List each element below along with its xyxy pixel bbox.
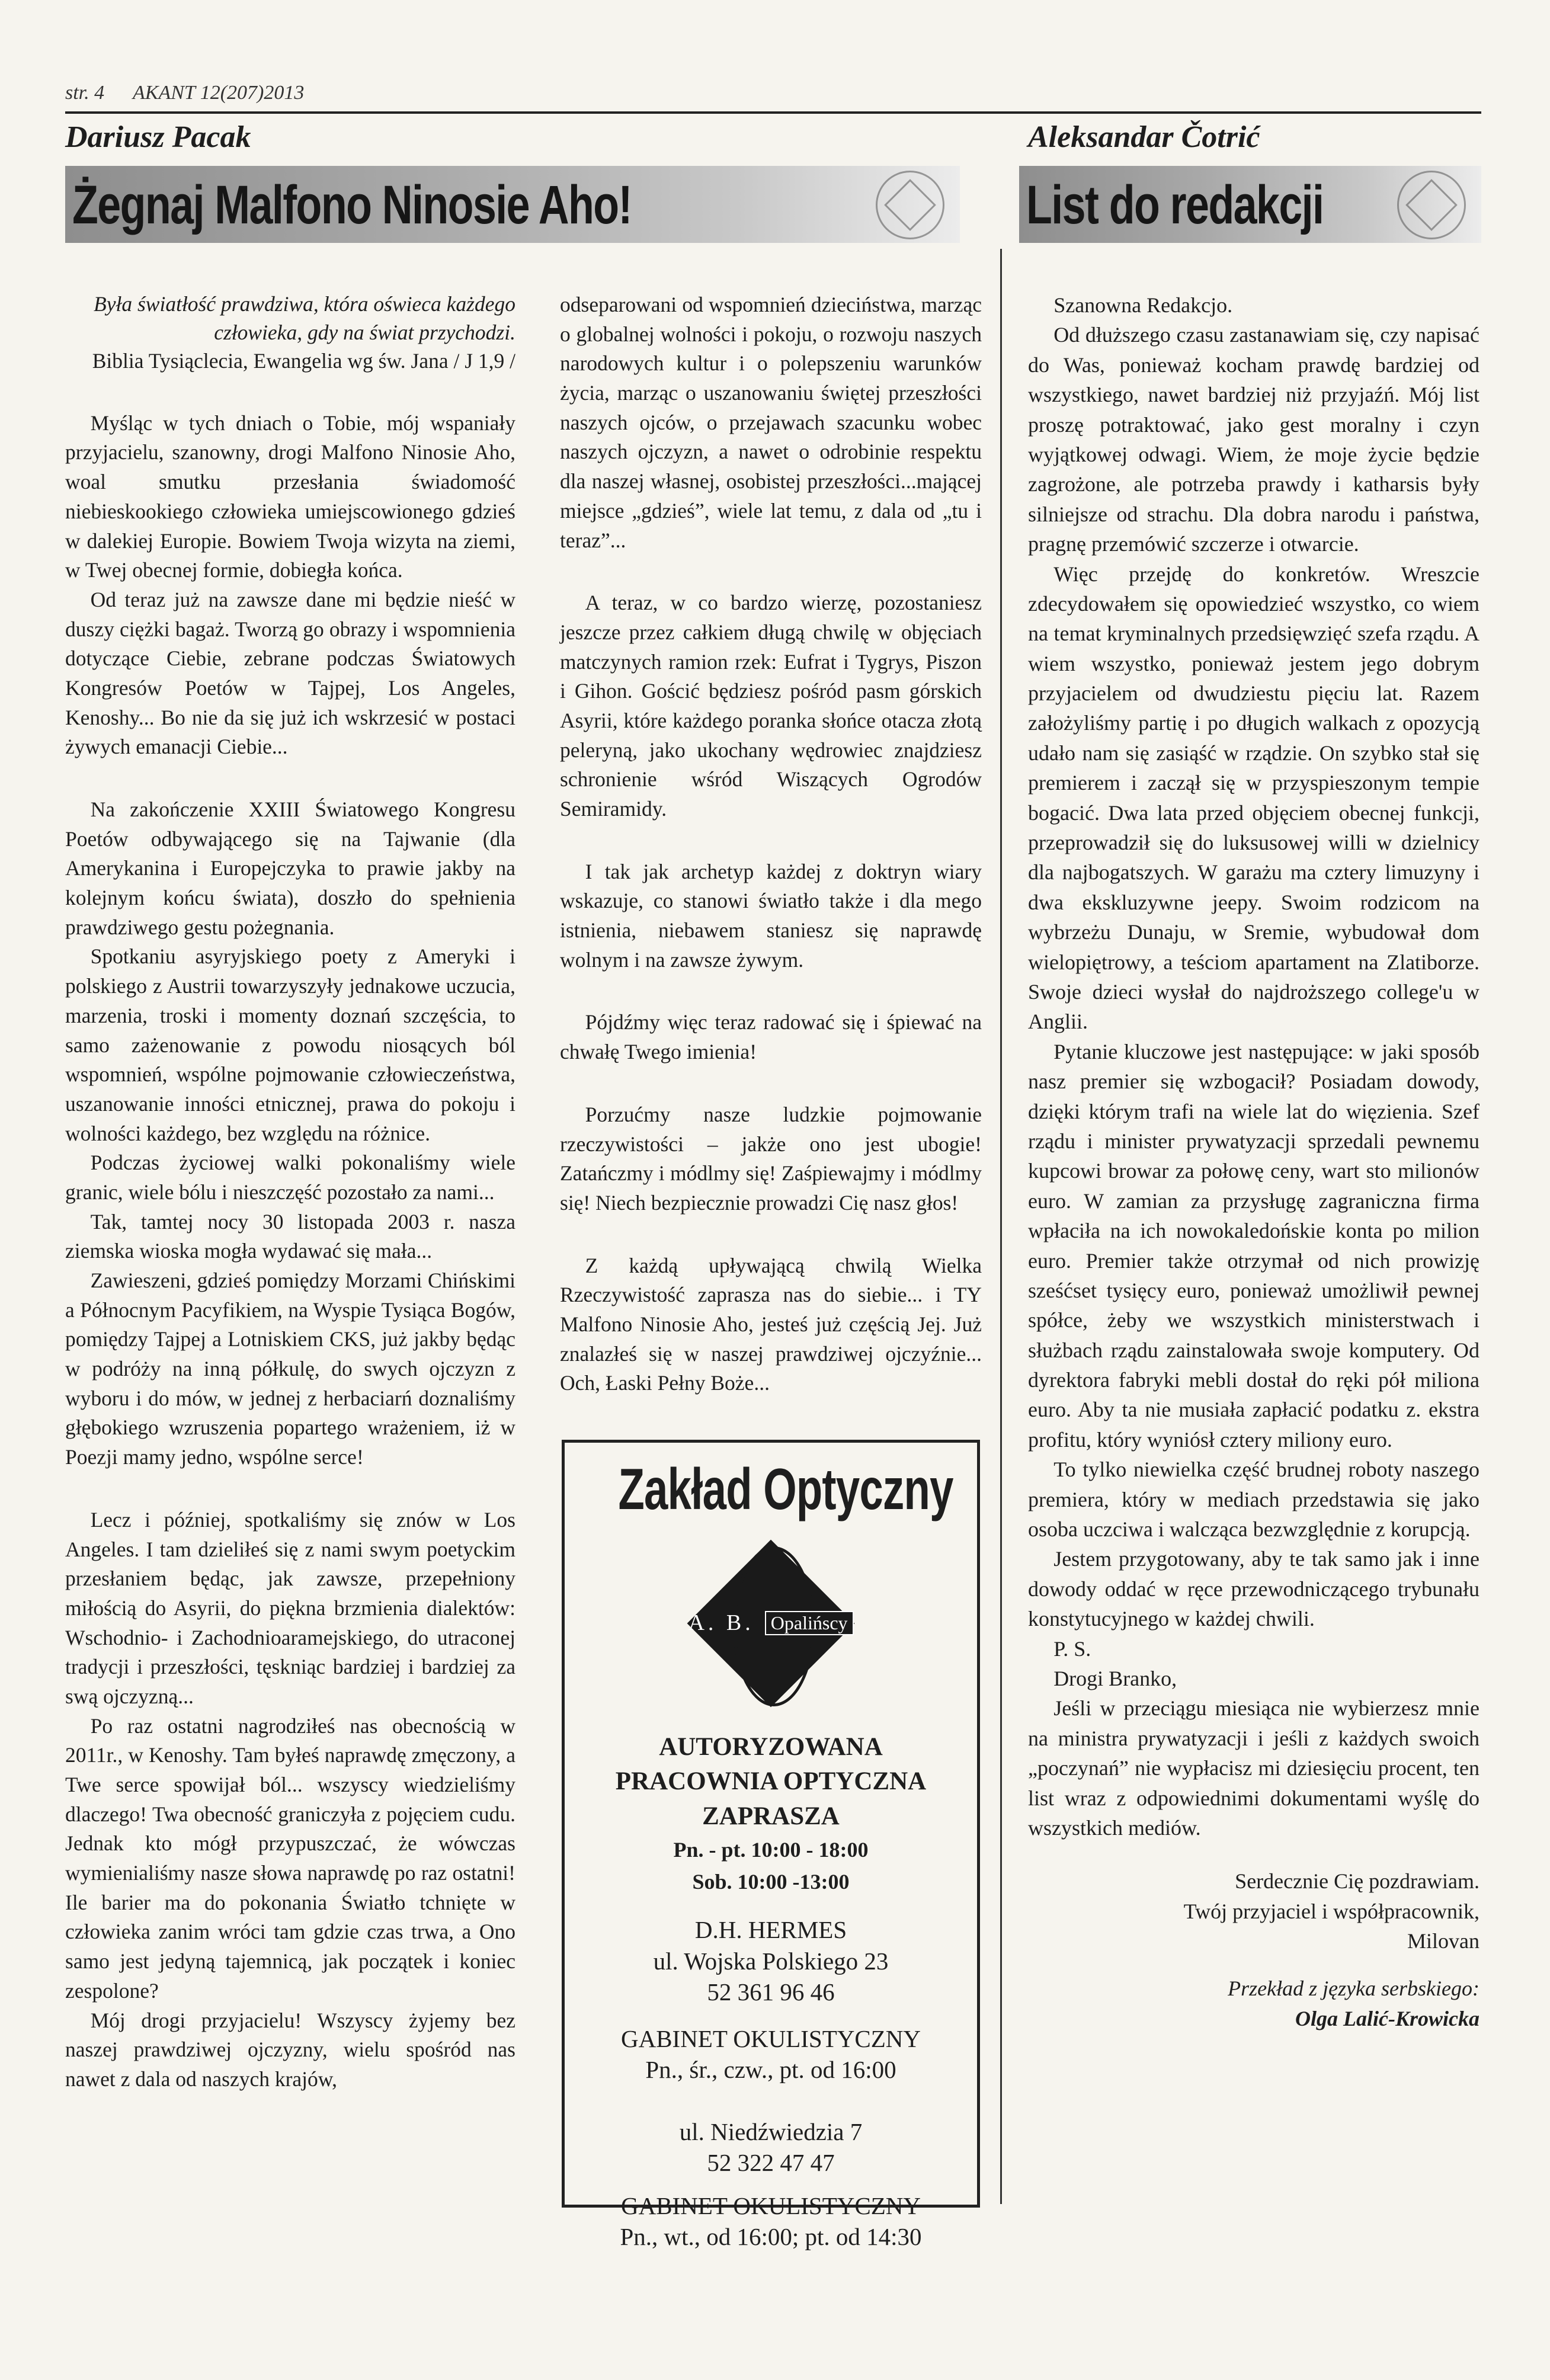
paragraph: Jeśli w przeciągu miesiąca nie wybierzesz mnie na ministra prywatyzacji i jeśli z każdych swoich „poczynań” nie wypłacisz mi dziesięciu procent, ten list wraz z odpowiednimi dokumentami wyślę do wszystkich mediów. [1028, 1696, 1479, 1840]
ad-line: ZAPRASZA [702, 1802, 840, 1830]
translation-credit [1028, 1974, 1479, 2033]
paragraph: Drogi Branko, [1053, 1666, 1177, 1690]
paragraph: Podczas życiowej walki pokonaliśmy wiele granic, wiele bólu i nieszczęść pozostało za nami... [65, 1151, 515, 1204]
left-column [65, 290, 515, 2094]
ad-line: GABINET OKULISTYCZNY [620, 2192, 921, 2219]
paragraph: Po raz ostatni nagrodziłeś nas obecnością w 2011r., w Kenoshy. Tam byłeś naprawdę zmęczony, a Twe serce spowijał ból... wszyscy wiedzieliśmy dlaczego! Twa obecność graniczyła z pojęciem cudu. Jednak kto mógł przypuszczać, że wówczas wymienialiśmy nasze słowa naprawdę po raz ostatni! Ile barier ma do pokonania Światło tchnięte w człowieka zanim wróci tam gdzie czas trwa, a Ono samo jest jedyną tajemnicą, jak początek i koniec zespolone? [65, 1713, 515, 2003]
left-article-title: Żegnaj Malfono Ninosie Aho! [72, 175, 632, 235]
closing-line: Serdecznie Cię pozdrawiam. [1235, 1869, 1479, 1894]
ad-line: Pn., śr., czw., pt. od 16:00 [645, 2056, 896, 2084]
logo-text [682, 1606, 860, 1640]
paragraph: Więc przejdę do konkretów. Wreszcie zdecydowałem się opowiedzieć wszystko, co wiem na temat kryminalnych przedsięwzięć szefa rządu. A wiem wszystko, ponieważ jestem jego dobrym przyjacielem od dwudziestu pięciu lat. Razem założyliśmy partię i po długich walkach z opozycją udało nam się zasiąść w rządzie. On szybko stał się premierem i zaczął się w przyspieszonym tempie bogacić. Dwa lata przed objęciem obecnej funkcji, przeprowadził się do luksusowej willi w dzielnicy dla najbogatszych. W garażu ma cztery limuzyny i dwa ekskluzywne jeepy. Swoim rodzicom na wybrzeżu Dunaju, w Sremie, wybudował dom wielopiętrowy, a teściom apartament na Zlatiborze. Swoje dzieci wysłał do najdroższego college'u w Anglii. [1028, 562, 1479, 1034]
motto-text: Była światłość prawdziwa, która oświeca każdego człowieka, gdy na świat przychodzi. [94, 292, 515, 344]
paragraph: I tak jak archetyp każdej z doktryn wiary wskazuje, co stanowi światło także i dla mego istnienia, niebawem staniesz się naprawdę wolnym i na zawsze żywym. [560, 859, 982, 972]
optician-advertisement [562, 1440, 980, 2251]
column-divider [1000, 249, 1002, 2204]
paragraph: P. S. [1053, 1636, 1091, 1661]
left-author: Dariusz Pacak [65, 120, 251, 154]
right-article-title: List do redakcji [1026, 175, 1324, 235]
paragraph: Na zakończenie XXIII Światowego Kongresu Poetów odbywającego się na Tajwanie (dla Amerykanina i Europejczyka to prawie jakby na kolejnym końcu świata), doszło do spełnienia prawdziwego gestu pożegnania. [65, 797, 515, 939]
ad-phone: 52 361 96 46 [707, 1978, 835, 2006]
ad-line: ul. Niedźwiedzia 7 [679, 2118, 863, 2145]
ad-title: Zakład Optyczny [618, 1456, 953, 1521]
motto [65, 290, 515, 376]
paragraph: Jestem przygotowany, aby te tak samo jak i inne dowody oddać w ręce przewodniczącego trybunału konstytucyjnego w każdej chwili. [1028, 1547, 1479, 1631]
ad-address-1 [565, 1914, 977, 2007]
paragraph: Porzućmy nasze ludzkie pojmowanie rzeczywistości – jakże ono jest ubogie! Zatańczmy i módlmy się! Zaśpiewajmy i módlmy się! Niech bezpiecznie prowadzi Cię nasz głos! [560, 1102, 982, 1215]
ad-line: AUTORYZOWANA [659, 1733, 883, 1761]
ad-line: ul. Wojska Polskiego 23 [653, 1947, 889, 1975]
ad-headline [565, 1730, 977, 1834]
ad-phone: 52 322 47 47 [707, 2149, 835, 2177]
translator-name: Olga Lalić-Krowicka [1295, 2006, 1479, 2030]
header-rule [65, 111, 1481, 114]
left-title-banner [65, 166, 960, 243]
ad-line: Pn., wt., od 16:00; pt. od 14:30 [620, 2223, 922, 2251]
ad-line: D.H. HERMES [694, 1916, 847, 1944]
paragraph: Myśląc w tych dniach o Tobie, mój wspaniały przyjacielu, szanowny, drogi Malfono Ninosie Aho, woal smutku przesłania świadomość niebieskookiego człowieka umiejscowionego gdzieś w dalekiej Europie. Bowiem Twoja wizyta na ziemi, w Twej obecnej formie, dobiegła końca. [65, 411, 515, 582]
paragraph: odseparowani od wspomnień dzieciństwa, marząc o globalnej wolności i pokoju, o rozwoju naszych narodowych kultur i o polepszeniu warunków życia, marząc o uszanowaniu świętej przeszłości naszych ojców, o przejawach szacunku wobec naszych ojczyzn, a nawet o odrobinie respektu dla naszej własnej, osobistej przeszłości...mającej miejsce „gdzieś”, wiele lat temu, z dala od „tu i teraz”... [560, 293, 982, 552]
ad-address-2 [565, 2116, 977, 2179]
paragraph: Tak, tamtej nocy 30 listopada 2003 r. nasza ziemska wioska mogła wydawać się mała... [65, 1209, 515, 1263]
paragraph: Mój drogi przyjacielu! Wszyscy żyjemy bez naszej prawdziwej ojczyzny, wielu spośród nas nawet z dala od naszych krajów, [65, 2008, 515, 2091]
closing-line: Twój przyjaciel i współpracownik, [1183, 1899, 1479, 1923]
ad-cabinet-1 [565, 2023, 977, 2086]
ad-cabinet-2 [565, 2190, 977, 2253]
ad-hours [565, 1834, 977, 1898]
paragraph: Pójdźmy więc teraz radować się i śpiewać na chwałę Twego imienia! [560, 1010, 982, 1064]
ad-hours-line: Pn. - pt. 10:00 - 18:00 [673, 1838, 869, 1862]
page-number: str. 4 [65, 82, 105, 104]
closing-line: Milovan [1407, 1929, 1479, 1953]
ad-line: GABINET OKULISTYCZNY [620, 2025, 921, 2052]
signature [1028, 1866, 1479, 1956]
paragraph: A teraz, w co bardzo wierzę, pozostaniesz jeszcze przez całkiem długą chwilę w objęciach matczynych ramion rzek: Eufrat i Tygrys, Piszon i Gihon. Gościć będziesz pośród pasm górskich Asyrii, które każdego poranka słońce otacza złotą peleryną, jako ukochany wędrowiec znajdziesz schronienie wśród Wiszących Ogrodów Semiramidy. [560, 591, 982, 821]
paragraph: Lecz i później, spotkaliśmy się znów w Los Angeles. I tam dzieliłeś się z nami swym poetyckim przesłaniem będąc, jak zawsze, przepełniony miłością do Asyrii, do piękna brzmienia dialektów: Wschodnio- i Zachodnioaramejskiego, do utraconej tradycji i przeszłości, tęskniąc bardziej i bardziej za swą ojczyzną... [65, 1507, 515, 1708]
paragraph: Od teraz już na zawsze dane mi będzie nieść w duszy ciężki bagaż. Tworzą go obrazy i wspomnienia dotyczące Ciebie, zebrane podczas Światowych Kongresów Poetów w Tajpej, Los Angeles, Kenoshy... Bo nie da się już ich wskrzesić w postaci żywych emanacji Ciebie... [65, 587, 515, 759]
logo-name: Opalińscy [765, 1611, 854, 1635]
issue-label: AKANT 12(207)2013 [133, 82, 305, 104]
ad-hours-line: Sob. 10:00 -13:00 [692, 1870, 850, 1894]
ad-line: PRACOWNIA OPTYCZNA [615, 1767, 927, 1796]
paragraph: Spotkaniu asyryjskiego poety z Ameryki i polskiego z Austrii towarzyszyły jednakowe uczucia, marzenia, troski i momenty doznań szczęścia, to samo zażenowanie z powodu niosących ból wspomnień, wspólne pojmowanie człowieczeństwa, uszanowanie inności etnicznej, prawa do pokoju i wolności każdego, bez względu na różnice. [65, 944, 515, 1145]
middle-column [560, 290, 982, 1398]
ornament-icon [1397, 171, 1466, 239]
opalinscy-logo [629, 1546, 913, 1700]
paragraph: To tylko niewielka część brudnej roboty naszego premiera, który w mediach przedstawia się jako osoba uczciwa i walcząca bezwzględnie z korupcją. [1028, 1458, 1479, 1542]
ornament-icon [876, 171, 944, 239]
right-author: Aleksandar Čotrić [1028, 120, 1260, 154]
motto-source: Biblia Tysiąclecia, Ewangelia wg św. Jana / J 1,9 / [92, 348, 515, 373]
right-title-banner [1019, 166, 1481, 243]
translation-label: Przekład z języka serbskiego: [1228, 1977, 1479, 2001]
greeting: Szanowna Redakcjo. [1053, 293, 1233, 317]
paragraph: Zawieszeni, gdzieś pomiędzy Morzami Chińskimi a Północnym Pacyfikiem, na Wyspie Tysiąca Bogów, pomiędzy Tajpej a Lotniskiem CKS, już jakby będąc w podróży na inną półkulę, do swych ojczyzn z wyboru i do mów, w jednej z herbaciarń doznaliśmy głębokiego wzruszenia popartego wrażeniem, iż w Poezji mamy jedno, wspólne serce! [65, 1269, 515, 1469]
logo-initials: A. B. [688, 1610, 754, 1635]
page-header [65, 82, 1481, 104]
paragraph: Od dłuższego czasu zastanawiam się, czy napisać do Was, ponieważ kocham prawdę bardziej od wszystkiego, nawet bardziej niż przyjaźń. Mój list proszę potraktować, jako gest moralny i czyn wyjątkowej odwagi. Wiem, że moje życie będzie zagrożone, ale potrzeba prawdy i katharsis były silniejsze od strachu. Dla dobra narodu i państwa, pragnę przemówić szczerze i otwarcie. [1028, 323, 1479, 556]
paragraph: Pytanie kluczowe jest następujące: w jaki sposób nasz premier się wzbogacił? Posiadam dowody, dzięki którym trafi na wiele lat do więzienia. Szef rządu i minister prywatyzacji sprzedali pewnemu kupcowi browar za połowę ceny, wart sto milionów euro. W zamian za przysługę zagraniczna firma wpłaciła na ich nowokaledońskie konta po milion euro. Premier także otrzymał od nich prowizję sześćset tysięcy euro, ponieważ umożliwił pewnej spółce, żeby we wszystkich ministerstwach i służbach rządu zainstalowała swoje komputery. Od dyrektora fabryki mebli dostał do ręki pół miliona euro. Aby ta nie musiała zapłacić podatku z. ekstra profitu, który wyniósł cztery miliony euro. [1028, 1039, 1479, 1452]
right-column [1028, 290, 1479, 2033]
paragraph: Z każdą upływającą chwilą Wielka Rzeczywistość zaprasza nas do siebie... i TY Malfono Ninosie Aho, jesteś już częścią Jej. Już znalazłeś się w naszej prawdziwej ojczyźnie... Och, Łaski Pełny Boże... [560, 1253, 982, 1395]
